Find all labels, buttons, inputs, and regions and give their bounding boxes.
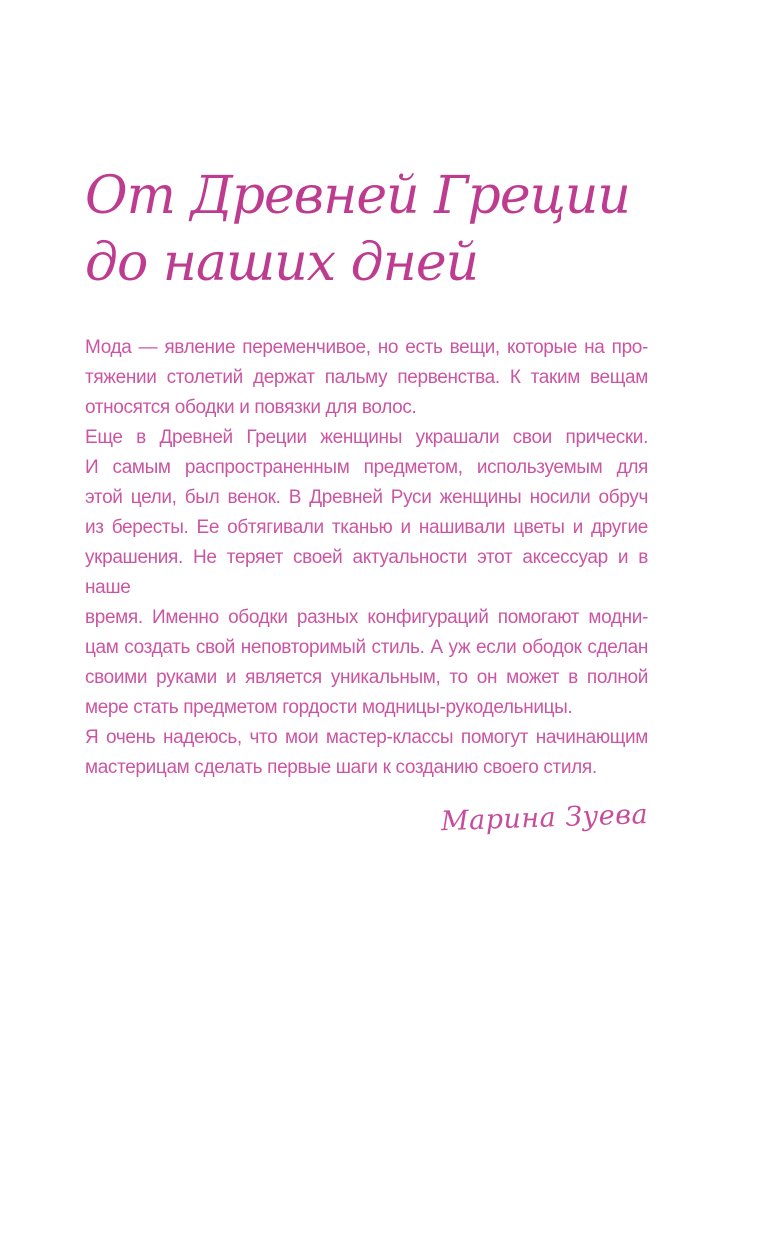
title-line-1: От Древней Греции — [85, 166, 630, 226]
body-text — [85, 333, 648, 783]
body-line: своими руками и является уникальным, то он может в полной — [85, 667, 648, 688]
author-signature: Марина Зуева — [440, 799, 649, 838]
body-line: мере стать предметом гордости модницы-рукодельницы. — [85, 697, 573, 718]
body-line: Мода — явление переменчивое, но есть вещи, которые на про- — [85, 337, 648, 358]
title-line-2: до наших дней — [85, 233, 479, 293]
body-line: мастерицам сделать первые шаги к созданию своего стиля. — [85, 757, 597, 778]
paragraph-history — [85, 423, 648, 723]
page-title — [85, 163, 648, 297]
body-line: этой цели, был венок. В Древней Руси женщины носили обруч — [85, 487, 648, 508]
body-line: время. Именно ободки разных конфигураций помогают модни- — [85, 607, 648, 628]
paragraph-hope — [85, 723, 648, 783]
body-line: Еще в Древней Греции женщины украшали свои прически. — [85, 427, 648, 448]
body-line: Я очень надеюсь, что мои мастер-классы помогут начинающим — [85, 727, 648, 748]
body-line: цам создать свой неповторимый стиль. А уж если ободок сделан — [85, 637, 648, 658]
body-line: И самым распространенным предметом, используемым для — [85, 457, 648, 478]
paragraph-intro — [85, 333, 648, 423]
body-line: из бересты. Ее обтягивали тканью и нашивали цветы и другие — [85, 517, 648, 538]
body-line: украшения. Не теряет своей актуальности этот аксессуар и в наше — [85, 547, 648, 598]
page-content — [85, 0, 649, 838]
body-line: относятся ободки и повязки для волос. — [85, 397, 417, 418]
body-line: тяжении столетий держат пальму первенства. К таким вещам — [85, 367, 648, 388]
